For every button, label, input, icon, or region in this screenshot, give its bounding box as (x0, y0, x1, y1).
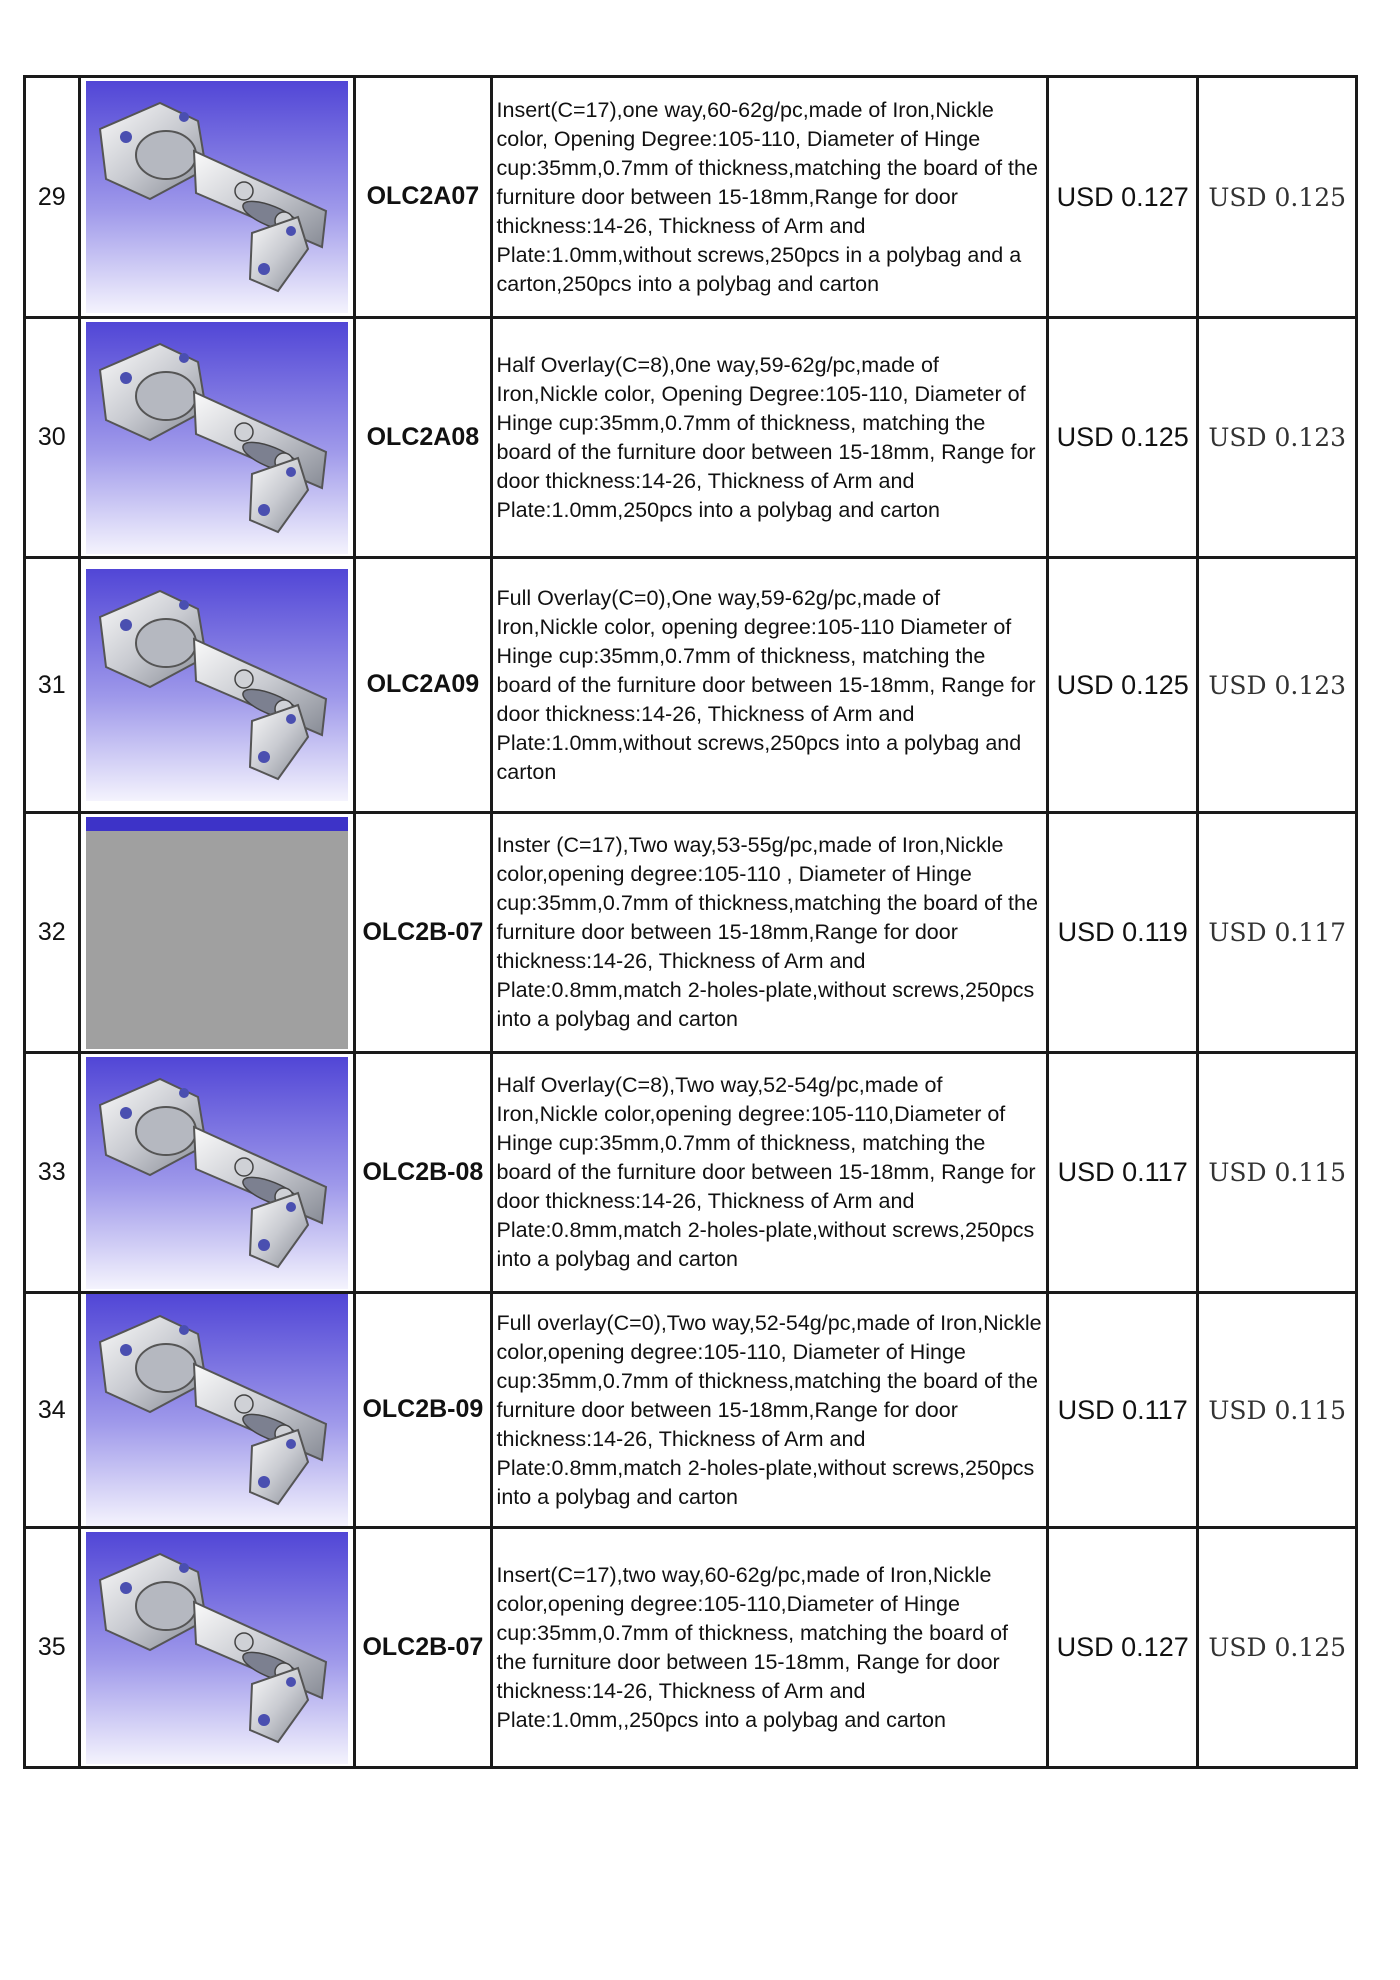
table-row (25, 1053, 1357, 1293)
product-code: OLC2A08 (355, 318, 491, 558)
price-secondary: USD 0.115 (1198, 1293, 1357, 1528)
table-row (25, 558, 1357, 813)
item-number: 30 (25, 318, 80, 558)
price: USD 0.117 (1047, 1293, 1197, 1528)
product-code: OLC2A09 (355, 558, 491, 813)
product-image (79, 558, 355, 813)
product-image (79, 1528, 355, 1768)
image-placeholder-icon (86, 817, 348, 1049)
hinge-photo-icon (86, 1294, 348, 1526)
item-number: 35 (25, 1528, 80, 1768)
price-secondary: USD 0.123 (1198, 558, 1357, 813)
product-code: OLC2A07 (355, 77, 491, 318)
hinge-photo-icon (86, 1057, 348, 1289)
price: USD 0.119 (1047, 813, 1197, 1053)
product-description: Insert(C=17),two way,60-62g/pc,made of Iron,Nickle color,opening degree:105-110,Diameter of Hinge cup:35mm,0.7mm of thickness, matching the board of the furniture door between 15-18mm, Range for door thickness:14-26, Thickness of Arm and Plate:1.0mm,,250pcs into a polybag and carton (491, 1528, 1047, 1768)
price: USD 0.127 (1047, 1528, 1197, 1768)
item-number: 31 (25, 558, 80, 813)
item-number: 29 (25, 77, 80, 318)
price-secondary: USD 0.123 (1198, 318, 1357, 558)
price: USD 0.117 (1047, 1053, 1197, 1293)
product-code: OLC2B-08 (355, 1053, 491, 1293)
item-number: 33 (25, 1053, 80, 1293)
product-code: OLC2B-07 (355, 1528, 491, 1768)
price-secondary: USD 0.125 (1198, 1528, 1357, 1768)
product-description: Half Overlay(C=8),Two way,52-54g/pc,made of Iron,Nickle color,opening degree:105-110,Diameter of Hinge cup:35mm,0.7mm of thickness, matching the board of the furniture door between 15-18mm, Range for door thickness:14-26, Thickness of Arm and Plate:0.8mm,match 2-holes-plate,without screws,250pcs into a polybag and carton (491, 1053, 1047, 1293)
price-secondary: USD 0.115 (1198, 1053, 1357, 1293)
price: USD 0.125 (1047, 558, 1197, 813)
hinge-photo-icon (86, 569, 348, 801)
product-image (79, 1053, 355, 1293)
table-row (25, 813, 1357, 1053)
hinge-photo-icon (86, 1532, 348, 1764)
table-row (25, 1528, 1357, 1768)
product-table (23, 75, 1358, 1769)
product-description: Half Overlay(C=8),0ne way,59-62g/pc,made of Iron,Nickle color, Opening Degree:105-110, Diameter of Hinge cup:35mm,0.7mm of thickness, matching the board of the furniture door between 15-18mm, Range for door thickness:14-26, Thickness of Arm and Plate:1.0mm,250pcs into a polybag and carton (491, 318, 1047, 558)
product-description: Full Overlay(C=0),One way,59-62g/pc,made of Iron,Nickle color, opening degree:105-110 Diameter of Hinge cup:35mm,0.7mm of thickness, matching the board of the furniture door between 15-18mm, Range for door thickness:14-26, Thickness of Arm and Plate:1.0mm,without screws,250pcs into a polybag and carton (491, 558, 1047, 813)
product-description: Full overlay(C=0),Two way,52-54g/pc,made of Iron,Nickle color,opening degree:105-110, Diameter of Hinge cup:35mm,0.7mm of thickness,matching the board of the furniture door between 15-18mm,Range for door thickness:14-26, Thickness of Arm and Plate:0.8mm,match 2-holes-plate,without screws,250pcs into a polybag and carton (491, 1293, 1047, 1528)
price-secondary: USD 0.125 (1198, 77, 1357, 318)
product-image (79, 77, 355, 318)
product-image (79, 1293, 355, 1528)
item-number: 32 (25, 813, 80, 1053)
hinge-photo-icon (86, 81, 348, 313)
table-row (25, 318, 1357, 558)
product-image (79, 813, 355, 1053)
price: USD 0.125 (1047, 318, 1197, 558)
table-row (25, 77, 1357, 318)
product-image (79, 318, 355, 558)
product-code: OLC2B-09 (355, 1293, 491, 1528)
price: USD 0.127 (1047, 77, 1197, 318)
product-description: Inster (C=17),Two way,53-55g/pc,made of Iron,Nickle color,opening degree:105-110 , Diameter of Hinge cup:35mm,0.7mm of thickness,matching the board of the furniture door between 15-18mm,Range for door thickness:14-26, Thickness of Arm and Plate:0.8mm,match 2-holes-plate,without screws,250pcs into a polybag and carton (491, 813, 1047, 1053)
price-secondary: USD 0.117 (1198, 813, 1357, 1053)
item-number: 34 (25, 1293, 80, 1528)
product-description: Insert(C=17),one way,60-62g/pc,made of Iron,Nickle color, Opening Degree:105-110, Diameter of Hinge cup:35mm,0.7mm of thickness,matching the board of the furniture door between 15-18mm,Range for door thickness:14-26, Thickness of Arm and Plate:1.0mm,without screws,250pcs in a polybag and a carton,250pcs into a polybag and carton (491, 77, 1047, 318)
product-code: OLC2B-07 (355, 813, 491, 1053)
table-row (25, 1293, 1357, 1528)
hinge-photo-icon (86, 322, 348, 554)
